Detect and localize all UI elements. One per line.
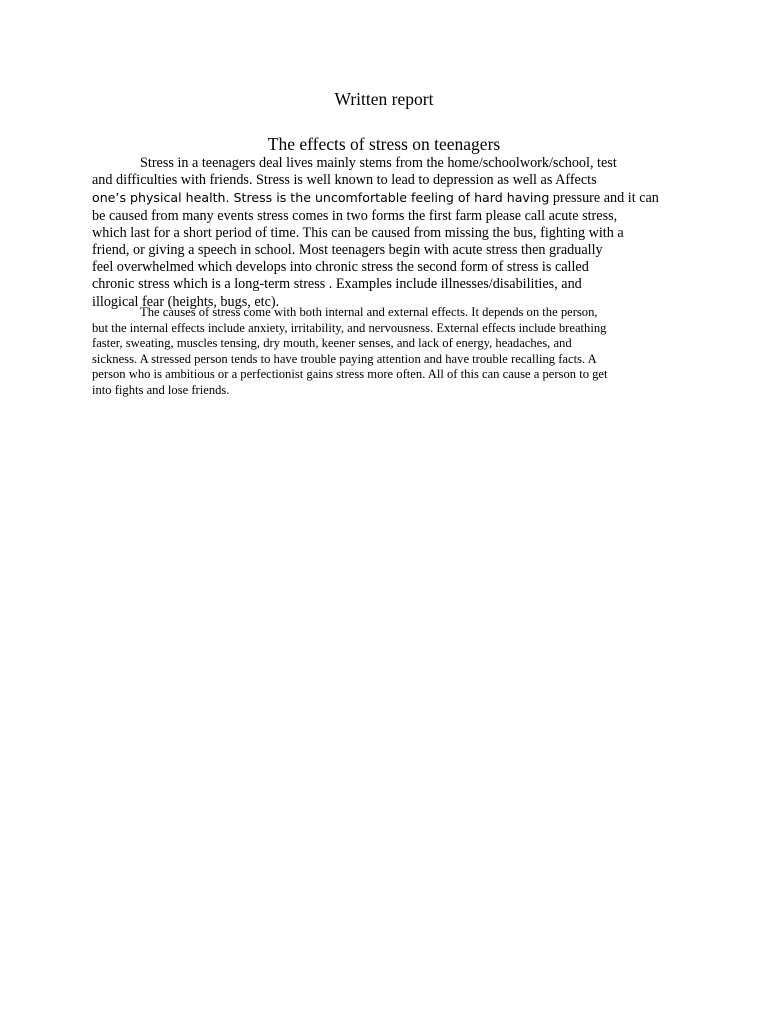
paragraph-2-line-3: faster, sweating, muscles tensing, dry mouth, keener senses, and lack of energy, headaches, and	[92, 336, 572, 350]
paragraph-1-line-5: which last for a short period of time. This can be caused from missing the bus, fighting with a	[92, 224, 624, 241]
paragraph-2	[92, 305, 682, 398]
paragraph-2-line-4: sickness. A stressed person tends to have trouble paying attention and have trouble recalling facts. A	[92, 351, 597, 366]
paragraph-1-line-9: illogical fear (heights, bugs, etc).	[92, 293, 280, 310]
paragraph-2-line-1: The causes of stress come with both internal and external effects. It depends on the person,	[140, 305, 598, 319]
paragraph-1-line-8: chronic stress which is a long-term stress . Examples include illnesses/disabilities, and	[92, 276, 582, 293]
paragraph-1-line-1: Stress in a teenagers deal lives mainly stems from the home/schoolwork/school, test	[140, 155, 617, 171]
report-heading: Written report	[334, 89, 434, 109]
paragraph-1-line-7: feel overwhelmed which develops into chronic stress the second form of stress is called	[92, 259, 589, 276]
paragraph-1-line-3-serif: pressure and it can	[549, 190, 659, 207]
paragraph-1-line-4: be caused from many events stress comes in two forms the first farm please call acute stress,	[92, 207, 618, 224]
paragraph-1	[92, 155, 682, 311]
paragraph-2-line-5: person who is ambitious or a perfectionist gains stress more often. All of this can cause a person to get	[92, 367, 608, 381]
paragraph-1-line-3-sans: one’s physical health. Stress is the uncomfortable feeling of hard having	[92, 190, 550, 206]
paragraph-2-line-6: into fights and lose friends.	[92, 382, 230, 397]
paragraph-1-line-6: friend, or giving a speech in school. Most teenagers begin with acute stress then gradually	[92, 242, 603, 259]
report-title: The effects of stress on teenagers	[267, 134, 501, 154]
paragraph-1-line-3	[92, 189, 682, 207]
paragraph-2-line-2: but the internal effects include anxiety, irritability, and nervousness. External effects include breathing	[92, 320, 607, 335]
paragraph-1-line-2: and difficulties with friends. Stress is well known to lead to depression as well as Affects	[92, 172, 597, 189]
